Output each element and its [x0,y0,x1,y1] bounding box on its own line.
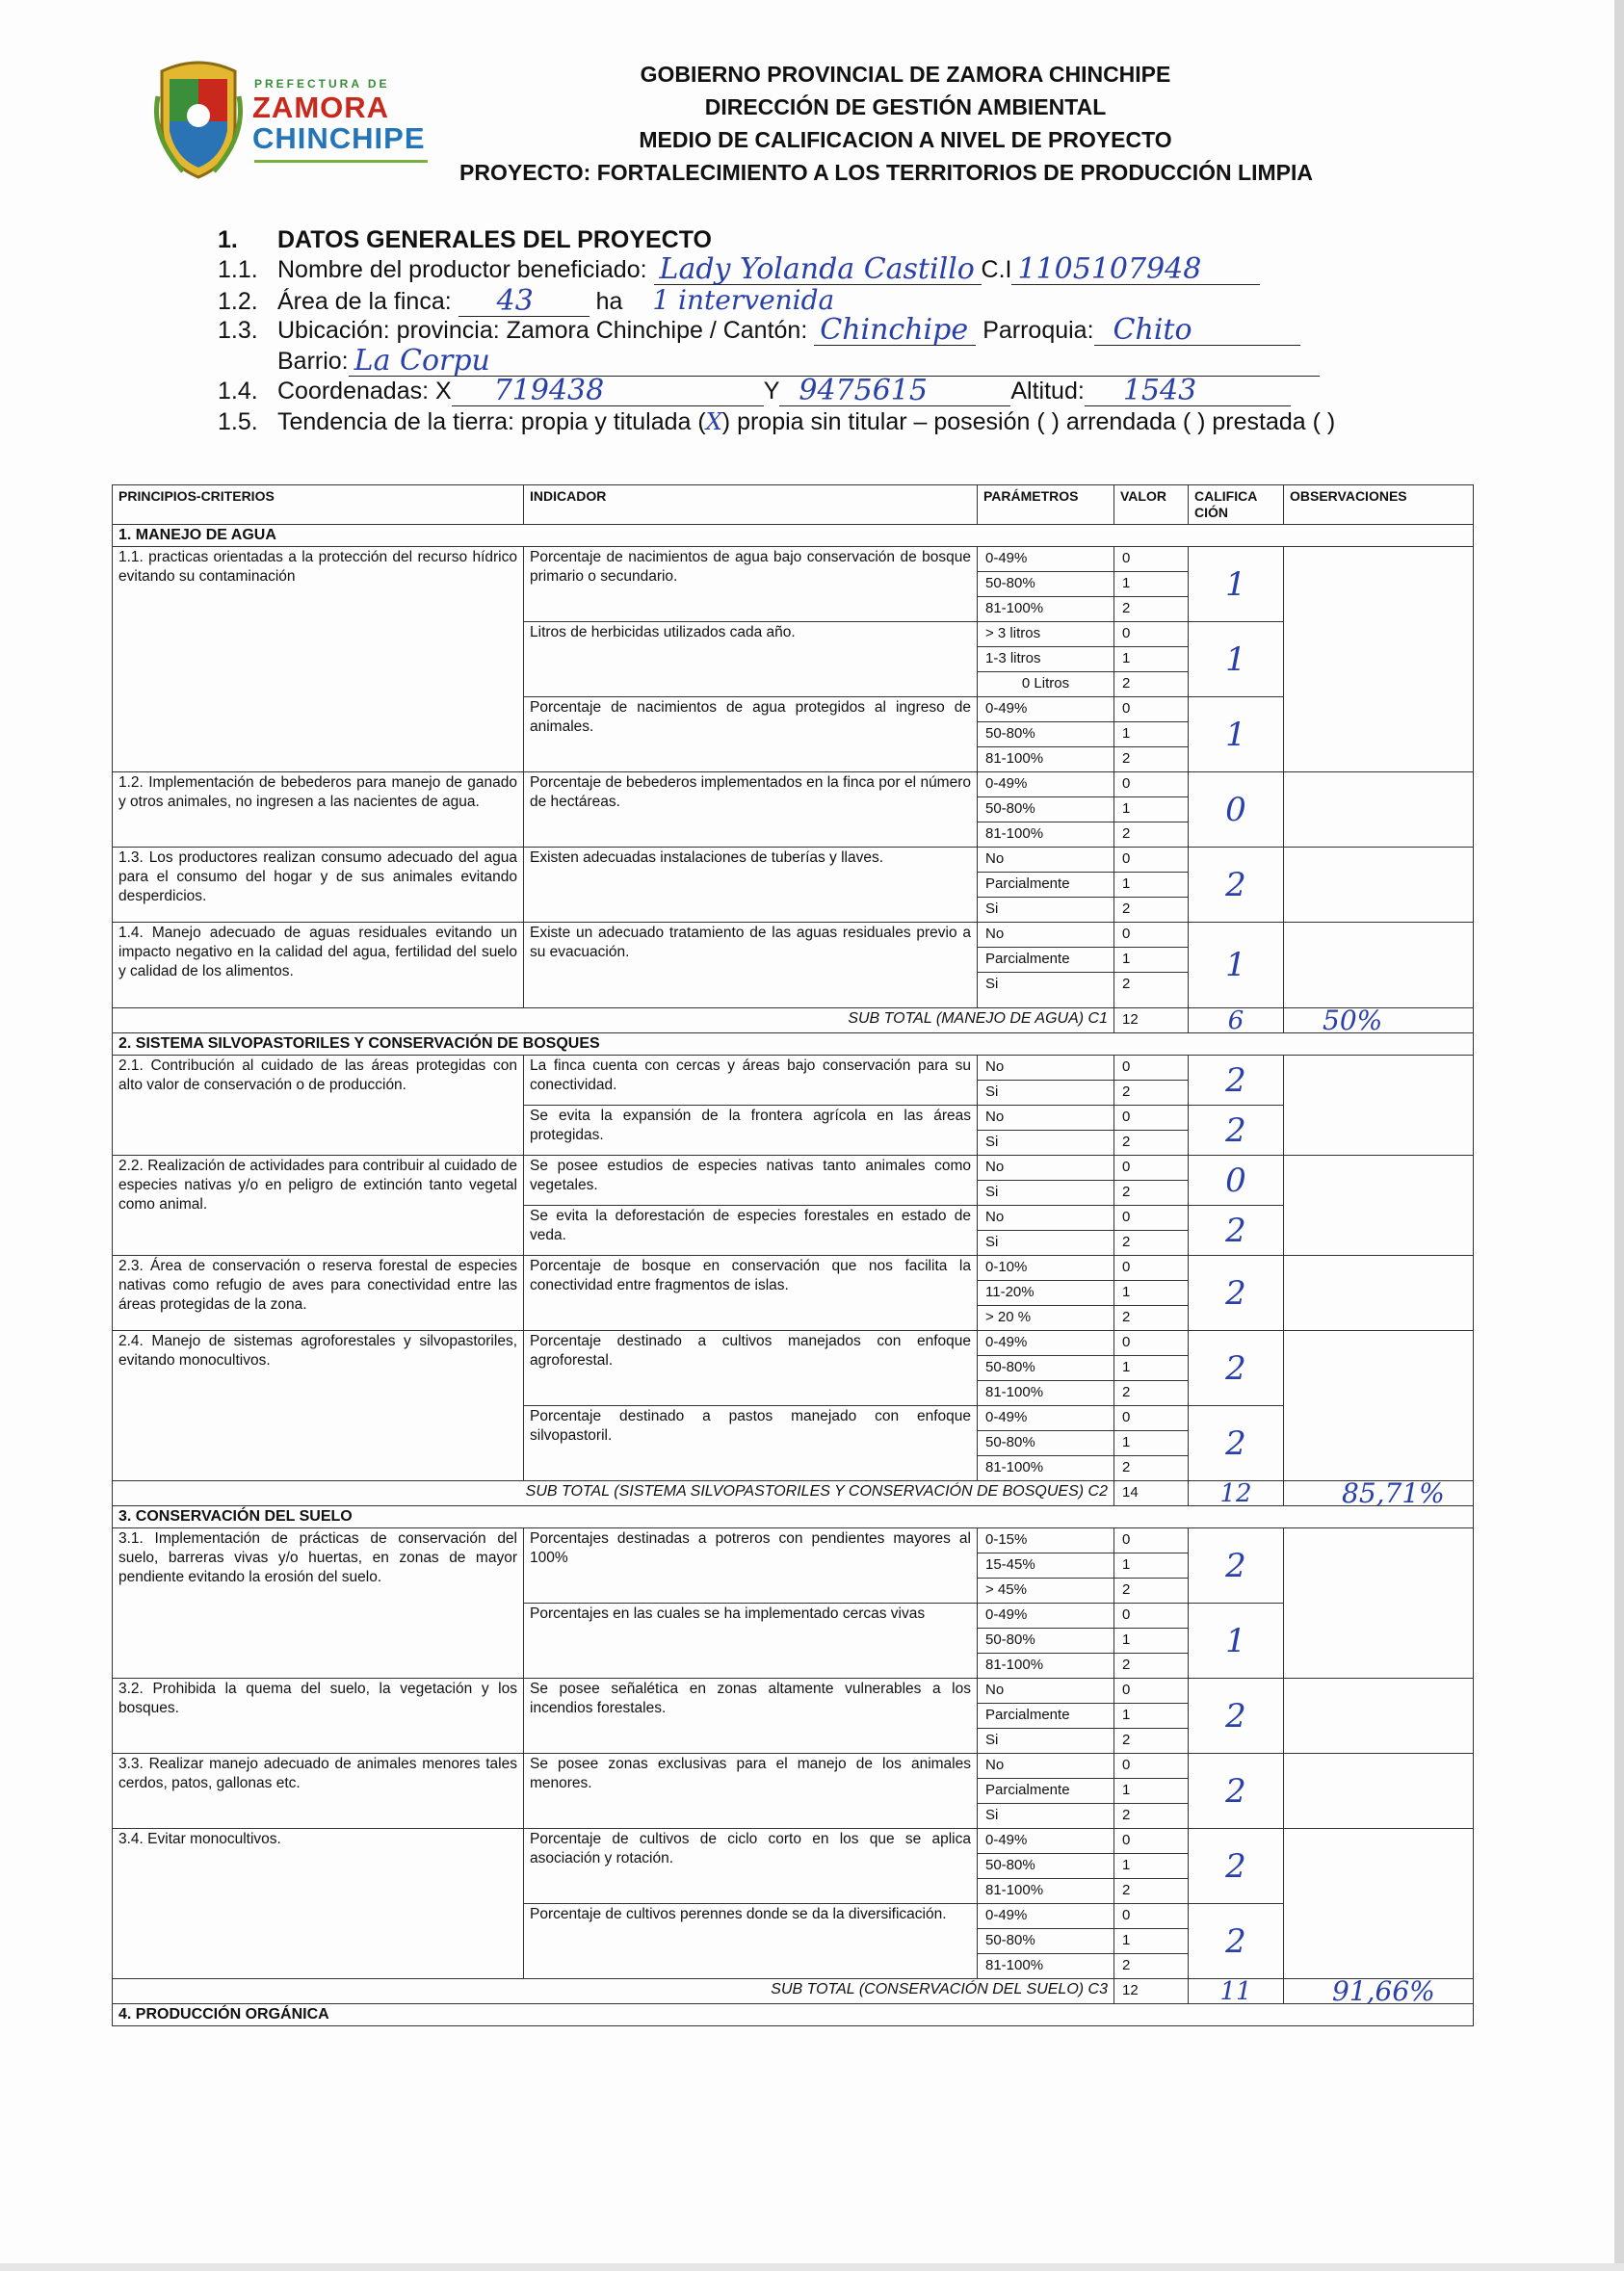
value: 0 [1114,923,1189,948]
col-header: CALIFICA CIÓN [1189,485,1284,525]
subtotal-label: SUB TOTAL (SISTEMA SILVOPASTORILES Y CONSERVACIÓN DE BOSQUES) C2 [113,1481,1114,1506]
value: 2 [1114,1954,1189,1979]
score: 1 [1189,547,1284,622]
col-header: PRINCIPIOS-CRITERIOS [113,485,524,525]
col-header: OBSERVACIONES [1284,485,1474,525]
value: 2 [1114,1181,1189,1206]
value: 1 [1114,797,1189,822]
value: 2 [1114,1879,1189,1904]
indicator: Se posee estudios de especies nativas tanto animales como vegetales. [524,1156,978,1206]
criterion: 2.4. Manejo de sistemas agroforestales y silvopastoriles, evitando monocultivos. [113,1331,524,1481]
score: 1 [1189,1604,1284,1679]
subtotal-value: 14 [1114,1481,1189,1506]
parameter: 0-49% [978,772,1114,797]
criterion: 3.2. Prohibida la quema del suelo, la vegetación y los bosques. [113,1679,524,1754]
value: 2 [1114,1456,1189,1481]
parameter: No [978,1106,1114,1131]
area-field: 43 [458,289,589,317]
observation-cell [1284,1754,1474,1829]
parameter: 50-80% [978,1356,1114,1381]
score: 1 [1189,622,1284,697]
value: 0 [1114,1679,1189,1704]
observation-cell [1284,547,1474,772]
score: 2 [1189,1206,1284,1256]
ci-field: 1105107948 [1011,257,1260,285]
coordinates-row: 1.4. Coordenadas: X 719438 Y 9475615 Altitud: 1543 [218,377,1291,406]
area-row: 1.2. Área de la finca: 43 ha 1 intervenida [218,284,835,318]
indicator: Porcentaje de bebederos implementados en la finca por el número de hectáreas. [524,772,978,848]
value: 2 [1114,1081,1189,1106]
value: 0 [1114,1406,1189,1431]
value: 1 [1114,873,1189,898]
observation-cell [1284,1056,1474,1156]
parameter: Parcialmente [978,1704,1114,1729]
observation-cell [1284,1156,1474,1256]
subtotal-score: 12 [1189,1481,1284,1506]
score: 0 [1189,1156,1284,1206]
parameter: 0-49% [978,1904,1114,1929]
parameter: No [978,1056,1114,1081]
value: 1 [1114,1356,1189,1381]
observation-cell [1284,848,1474,923]
score: 2 [1189,1256,1284,1331]
parameter: Parcialmente [978,1779,1114,1804]
subtotal-row [113,1481,1474,1506]
value: 2 [1114,1804,1189,1829]
criterion: 3.1. Implementación de prácticas de conservación del suelo, barreras vivas y/o huertas, en zonas de mayor pendiente evitando la erosión del suelo. [113,1528,524,1679]
value: 2 [1114,672,1189,697]
value: 2 [1114,1381,1189,1406]
parameter: 0-49% [978,1829,1114,1854]
score: 1 [1189,697,1284,772]
header-method: MEDIO DE CALIFICACION A NIVEL DE PROYECTO [639,127,1172,152]
x-field: 719438 [452,378,764,406]
indicator: Porcentaje de nacimientos de agua bajo conservación de bosque primario o secundario. [524,547,978,622]
parameter: Si [978,1081,1114,1106]
observation-cell [1284,923,1474,1008]
subtotal-value: 12 [1114,1008,1189,1033]
parameter: 81-100% [978,1381,1114,1406]
parameter: 50-80% [978,1854,1114,1879]
table-row [113,848,1474,873]
value: 1 [1114,1281,1189,1306]
logo-caption: PREFECTURA DE [254,77,390,91]
parameter: No [978,1156,1114,1181]
parameter: Si [978,1804,1114,1829]
value: 1 [1114,1779,1189,1804]
parameter: 81-100% [978,822,1114,848]
value: 2 [1114,898,1189,923]
value: 0 [1114,697,1189,722]
value: 0 [1114,848,1189,873]
parameter: 81-100% [978,1954,1114,1979]
criterion: 3.3. Realizar manejo adecuado de animales menores tales cerdos, patos, gallonas etc. [113,1754,524,1829]
value: 2 [1114,1579,1189,1604]
parameter: Si [978,1131,1114,1156]
criterion: 1.4. Manejo adecuado de aguas residuales evitando un impacto negativo en la calidad del agua, fertilidad del suelo y calidad de los alimentos. [113,923,524,1008]
indicator: Porcentaje de cultivos de ciclo corto en los que se aplica asociación y rotación. [524,1829,978,1904]
observation-cell [1284,1528,1474,1679]
barrio-field: La Corpu [349,349,1320,377]
value: 0 [1114,1331,1189,1356]
value: 1 [1114,572,1189,597]
table-row [113,1829,1474,1854]
parameter: 0-49% [978,697,1114,722]
value: 1 [1114,1553,1189,1579]
indicator: Porcentaje de bosque en conservación que nos facilita la conectividad entre fragmentos de islas. [524,1256,978,1331]
subtotal-percentage: 50% [1284,1008,1474,1033]
table-row [113,1156,1474,1181]
value: 0 [1114,772,1189,797]
value: 2 [1114,1131,1189,1156]
section-heading: 1. MANEJO DE AGUA [113,525,1474,547]
parameter: 50-80% [978,1929,1114,1954]
value: 2 [1114,973,1189,1008]
criterion: 1.3. Los productores realizan consumo adecuado del agua para el consumo del hogar y de sus animales evitando desperdicios. [113,848,524,923]
section-heading: 4. PRODUCCIÓN ORGÁNICA [113,2004,1474,2026]
indicator: La finca cuenta con cercas y áreas bajo conservación para su conectividad. [524,1056,978,1106]
parameter: 0-49% [978,1406,1114,1431]
score: 2 [1189,848,1284,923]
value: 1 [1114,722,1189,747]
parameter: 50-80% [978,572,1114,597]
criterion: 1.2. Implementación de bebederos para manejo de ganado y otros animales, no ingresen a las nacientes de agua. [113,772,524,848]
parameter: 0-49% [978,1604,1114,1629]
table-row [113,1754,1474,1779]
value: 2 [1114,1654,1189,1679]
parameter: 0-49% [978,547,1114,572]
table-row [113,1528,1474,1553]
subtotal-score: 11 [1189,1979,1284,2004]
subtotal-label: SUB TOTAL (MANEJO DE AGUA) C1 [113,1008,1114,1033]
indicator: Se posee señalética en zonas altamente vulnerables a los incendios forestales. [524,1679,978,1754]
subtotal-score: 6 [1189,1008,1284,1033]
parameter: 81-100% [978,1879,1114,1904]
parameter: 81-100% [978,1456,1114,1481]
parameter: 0 Litros [978,672,1114,697]
observation-cell [1284,1679,1474,1754]
observation-cell [1284,772,1474,848]
value: 2 [1114,1231,1189,1256]
value: 0 [1114,1056,1189,1081]
logo-name-chinchipe: CHINCHIPE [252,121,426,155]
parameter: > 20 % [978,1306,1114,1331]
indicator: Porcentajes destinadas a potreros con pendientes mayores al 100% [524,1528,978,1604]
document-header [424,58,1387,189]
parameter: 81-100% [978,597,1114,622]
value: 0 [1114,1256,1189,1281]
altitude-field: 1543 [1085,378,1291,406]
score: 2 [1189,1829,1284,1904]
value: 0 [1114,1604,1189,1629]
parameter: 0-15% [978,1528,1114,1553]
coat-of-arms-icon [154,58,243,181]
parameter: Si [978,1181,1114,1206]
value: 0 [1114,1156,1189,1181]
parameter: 0-49% [978,1331,1114,1356]
value: 0 [1114,1904,1189,1929]
subtotal-percentage: 91,66% [1284,1979,1474,2004]
score: 2 [1189,1331,1284,1406]
value: 1 [1114,1629,1189,1654]
producer-row: 1.1. Nombre del productor beneficiado: Lady Yolanda Castillo C.I 1105107948 [218,255,1260,285]
indicator: Existen adecuadas instalaciones de tuberías y llaves. [524,848,978,923]
parameter: 50-80% [978,1629,1114,1654]
col-header: INDICADOR [524,485,978,525]
criterion: 2.2. Realización de actividades para contribuir al cuidado de especies nativas y/o en peligro de extinción tanto vegetal como animal. [113,1156,524,1256]
tenure-mark: X [705,408,722,435]
indicator: Porcentaje de nacimientos de agua protegidos al ingreso de animales. [524,697,978,772]
header-government: GOBIERNO PROVINCIAL DE ZAMORA CHINCHIPE [640,62,1171,87]
section-heading: 2. SISTEMA SILVOPASTORILES Y CONSERVACIÓN DE BOSQUES [113,1033,1474,1056]
parameter: Si [978,973,1114,1008]
parameter: 0-10% [978,1256,1114,1281]
score: 0 [1189,772,1284,848]
value: 1 [1114,948,1189,973]
value: 0 [1114,1829,1189,1854]
evaluation-table [112,484,1474,2026]
score: 2 [1189,1106,1284,1156]
parameter: Si [978,1729,1114,1754]
value: 2 [1114,822,1189,848]
value: 2 [1114,747,1189,772]
logo-name-zamora: ZAMORA [252,91,390,124]
score: 2 [1189,1528,1284,1604]
score: 1 [1189,923,1284,1008]
parroquia-field: Chito [1094,318,1300,346]
table-row [113,547,1474,572]
parameter: 15-45% [978,1553,1114,1579]
parameter: 81-100% [978,747,1114,772]
parameter: Parcialmente [978,873,1114,898]
col-header: PARÁMETROS [978,485,1114,525]
value: 0 [1114,1754,1189,1779]
indicator: Porcentaje destinado a pastos manejado con enfoque silvopastoril. [524,1406,978,1481]
table-row [113,1331,1474,1356]
y-field: 9475615 [779,378,1010,406]
indicator: Porcentaje de cultivos perennes donde se da la diversificación. [524,1904,978,1979]
score: 2 [1189,1904,1284,1979]
criterion: 3.4. Evitar monocultivos. [113,1829,524,1979]
scan-edge-bottom [0,2263,1624,2271]
value: 0 [1114,1106,1189,1131]
subtotal-row [113,1008,1474,1033]
parameter: No [978,1679,1114,1704]
value: 1 [1114,647,1189,672]
score: 2 [1189,1754,1284,1829]
value: 0 [1114,1528,1189,1553]
parameter: No [978,848,1114,873]
parameter: 50-80% [978,1431,1114,1456]
indicator: Porcentajes en las cuales se ha implementado cercas vivas [524,1604,978,1679]
observation-cell [1284,1256,1474,1331]
parameter: 50-80% [978,722,1114,747]
table-row [113,923,1474,948]
barrio-row: Barrio: La Corpu [277,347,1320,377]
score: 2 [1189,1406,1284,1481]
header-direction: DIRECCIÓN DE GESTIÓN AMBIENTAL [704,94,1107,119]
value: 2 [1114,1729,1189,1754]
table-row [113,1056,1474,1081]
subtotal-label: SUB TOTAL (CONSERVACIÓN DEL SUELO) C3 [113,1979,1114,2004]
indicator: Porcentaje destinado a cultivos manejados con enfoque agroforestal. [524,1331,978,1406]
value: 2 [1114,597,1189,622]
value: 1 [1114,1929,1189,1954]
table-row [113,1256,1474,1281]
parameter: 1-3 litros [978,647,1114,672]
table-row [113,772,1474,797]
producer-field: Lady Yolanda Castillo [654,257,982,285]
parameter: > 45% [978,1579,1114,1604]
observation-cell [1284,1331,1474,1481]
subtotal-percentage: 85,71% [1284,1481,1474,1506]
parameter: Parcialmente [978,948,1114,973]
land-tenure-row: 1.5. Tendencia de la tierra: propia y titulada (X) propia sin titular – posesión ( ) arrendada ( ) prestada ( ) [218,408,1336,435]
section-title: 1. DATOS GENERALES DEL PROYECTO [218,226,713,253]
criterion: 1.1. practicas orientadas a la protección del recurso hídrico evitando su contaminación [113,547,524,772]
value: 1 [1114,1854,1189,1879]
parameter: No [978,1206,1114,1231]
indicator: Existe un adecuado tratamiento de las aguas residuales previo a su evacuación. [524,923,978,1008]
subtotal-value: 12 [1114,1979,1189,2004]
value: 0 [1114,547,1189,572]
indicator: Se evita la expansión de la frontera agrícola en las áreas protegidas. [524,1106,978,1156]
area-note: 1 intervenida [652,284,835,316]
scan-edge [1614,0,1624,2271]
value: 0 [1114,1206,1189,1231]
header-project: PROYECTO: FORTALECIMIENTO A LOS TERRITORIOS DE PRODUCCIÓN LIMPIA [459,160,1313,185]
table-row [113,1679,1474,1704]
canton-field: Chinchipe [814,318,976,346]
parameter: Si [978,1231,1114,1256]
section-heading: 3. CONSERVACIÓN DEL SUELO [113,1506,1474,1528]
value: 0 [1114,622,1189,647]
value: 1 [1114,1431,1189,1456]
indicator: Litros de herbicidas utilizados cada año. [524,622,978,697]
col-header: VALOR [1114,485,1189,525]
criterion: 2.1. Contribución al cuidado de las áreas protegidas con alto valor de conservación o de producción. [113,1056,524,1156]
value: 1 [1114,1704,1189,1729]
score: 2 [1189,1056,1284,1106]
parameter: No [978,1754,1114,1779]
parameter: 50-80% [978,797,1114,822]
observation-cell [1284,1829,1474,1979]
parameter: > 3 litros [978,622,1114,647]
parameter: 11-20% [978,1281,1114,1306]
subtotal-row [113,1979,1474,2004]
criterion: 2.3. Área de conservación o reserva forestal de especies nativas como refugio de aves para conectividad entre las áreas protegidas de la zona. [113,1256,524,1331]
table-header-row [113,485,1474,525]
score: 2 [1189,1679,1284,1754]
indicator: Se evita la deforestación de especies forestales en estado de veda. [524,1206,978,1256]
parameter: Si [978,898,1114,923]
parameter: 81-100% [978,1654,1114,1679]
parameter: No [978,923,1114,948]
indicator: Se posee zonas exclusivas para el manejo de los animales menores. [524,1754,978,1829]
location-row: 1.3. Ubicación: provincia: Zamora Chinchipe / Cantón: Chinchipe Parroquia: Chito [218,316,1300,346]
value: 2 [1114,1306,1189,1331]
